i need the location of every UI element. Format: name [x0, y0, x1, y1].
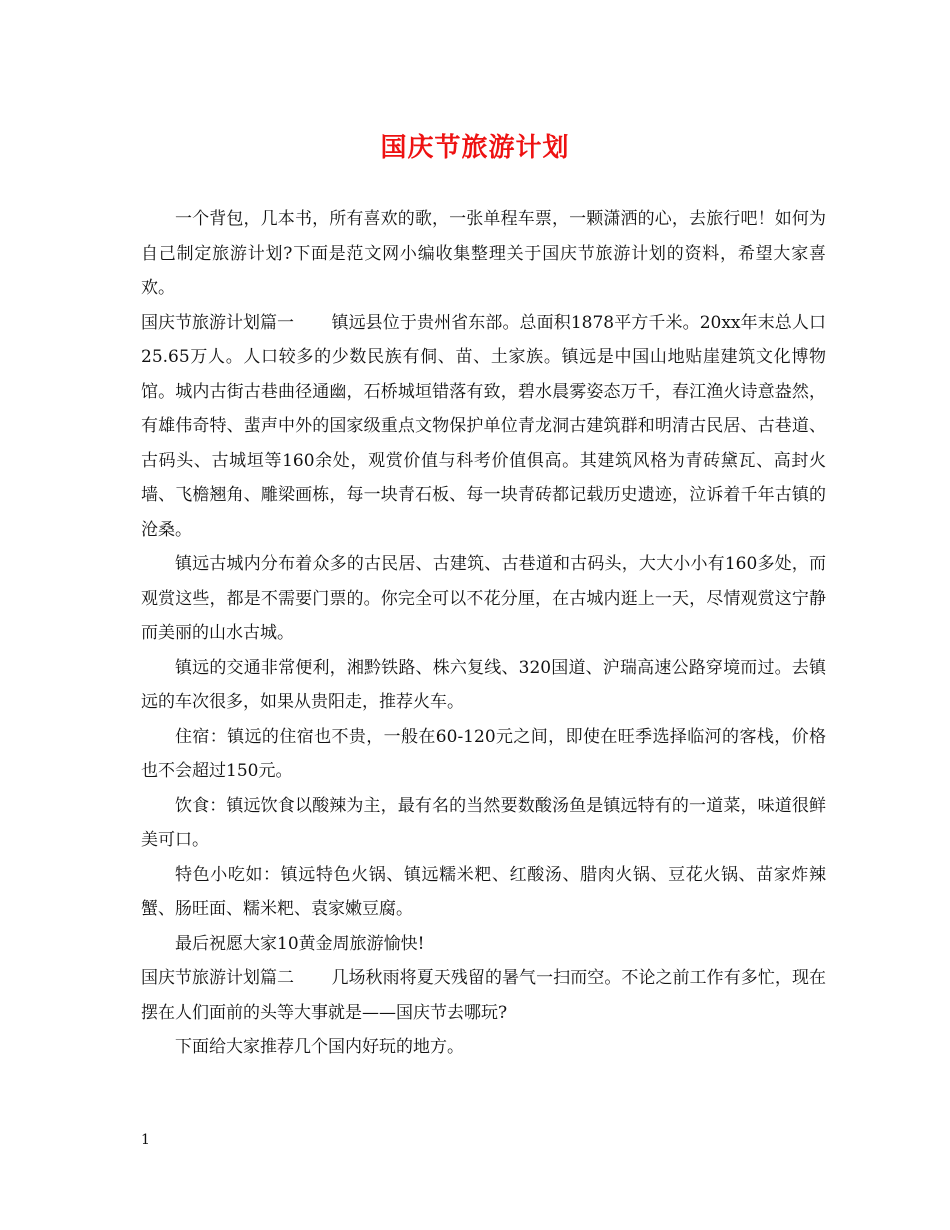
section-two-text: 几场秋雨将夏天残留的暑气一扫而空。不论之前工作有多忙，现在摆在人们面前的头等大事就是——国庆节去哪玩?: [141, 968, 826, 1023]
section-one-label: 国庆节旅游计划篇一: [141, 312, 294, 333]
closing-paragraph: 下面给大家推荐几个国内好玩的地方。: [175, 1037, 464, 1057]
document-title: 国庆节旅游计划: [380, 133, 570, 163]
body-paragraph-transport: 镇远的交通非常便利，湘黔铁路、株六复线、320国道、沪瑞高速公路穿境而过。去镇远的车次很多，如果从贵阳走，推荐火车。: [141, 657, 826, 712]
section-one-paragraph: [141, 306, 826, 548]
body-paragraph-snacks: 特色小吃如：镇远特色火锅、镇远糯米粑、红酸汤、腊肉火锅、豆花火锅、苗家炸辣蟹、肠旺面、糯米粑、袁家嫩豆腐。: [141, 864, 826, 919]
body-paragraph-wishes: 最后祝愿大家10黄金周旅游愉快!: [175, 933, 425, 954]
body-paragraph-old-town: 镇远古城内分布着众多的古民居、古建筑、古巷道和古码头，大大小小有160多处，而观赏这些，都是不需要门票的。你完全可以不花分厘，在古城内逛上一天，尽情观赏这宁静而美丽的山水古城。: [141, 554, 826, 643]
section-two-paragraph: [141, 961, 826, 1030]
section-one-text: 镇远县位于贵州省东部。总面积1878平方千米。20xx年末总人口25.65万人。人口较多的少数民族有侗、苗、土家族。镇远是中国山地贴崖建筑文化博物馆。城内古街古巷曲径通幽，石桥城垣错落有致，碧水晨雾姿态万千，春江渔火诗意盎然，有雄伟奇特、蜚声中外的国家级重点文物保护单位青龙洞古建筑群和明清古民居、古巷道、古码头、古城垣等160余处，观赏价值与科考价值俱高。其建筑风格为青砖黛瓦、高封火墙、飞檐翘角、雕梁画栋，每一块青石板、每一块青砖都记载历史遗迹，泣诉着千年古镇的沧桑。: [141, 312, 826, 540]
section-two-label: 国庆节旅游计划篇二: [141, 968, 294, 988]
page-number: 1: [141, 1132, 150, 1148]
body-paragraph-food: 饮食：镇远饮食以酸辣为主，最有名的当然要数酸汤鱼是镇远特有的一道菜，味道很鲜美可口。: [141, 795, 826, 850]
document-body: [141, 202, 826, 1065]
body-paragraph-lodging: 住宿：镇远的住宿也不贵，一般在60-120元之间，即使在旺季选择临河的客栈，价格也不会超过150元。: [141, 726, 826, 781]
intro-paragraph: 一个背包，几本书，所有喜欢的歌，一张单程车票，一颗潇洒的心，去旅行吧！如何为自己制定旅游计划?下面是范文网小编收集整理关于国庆节旅游计划的资料，希望大家喜欢。: [141, 209, 826, 298]
